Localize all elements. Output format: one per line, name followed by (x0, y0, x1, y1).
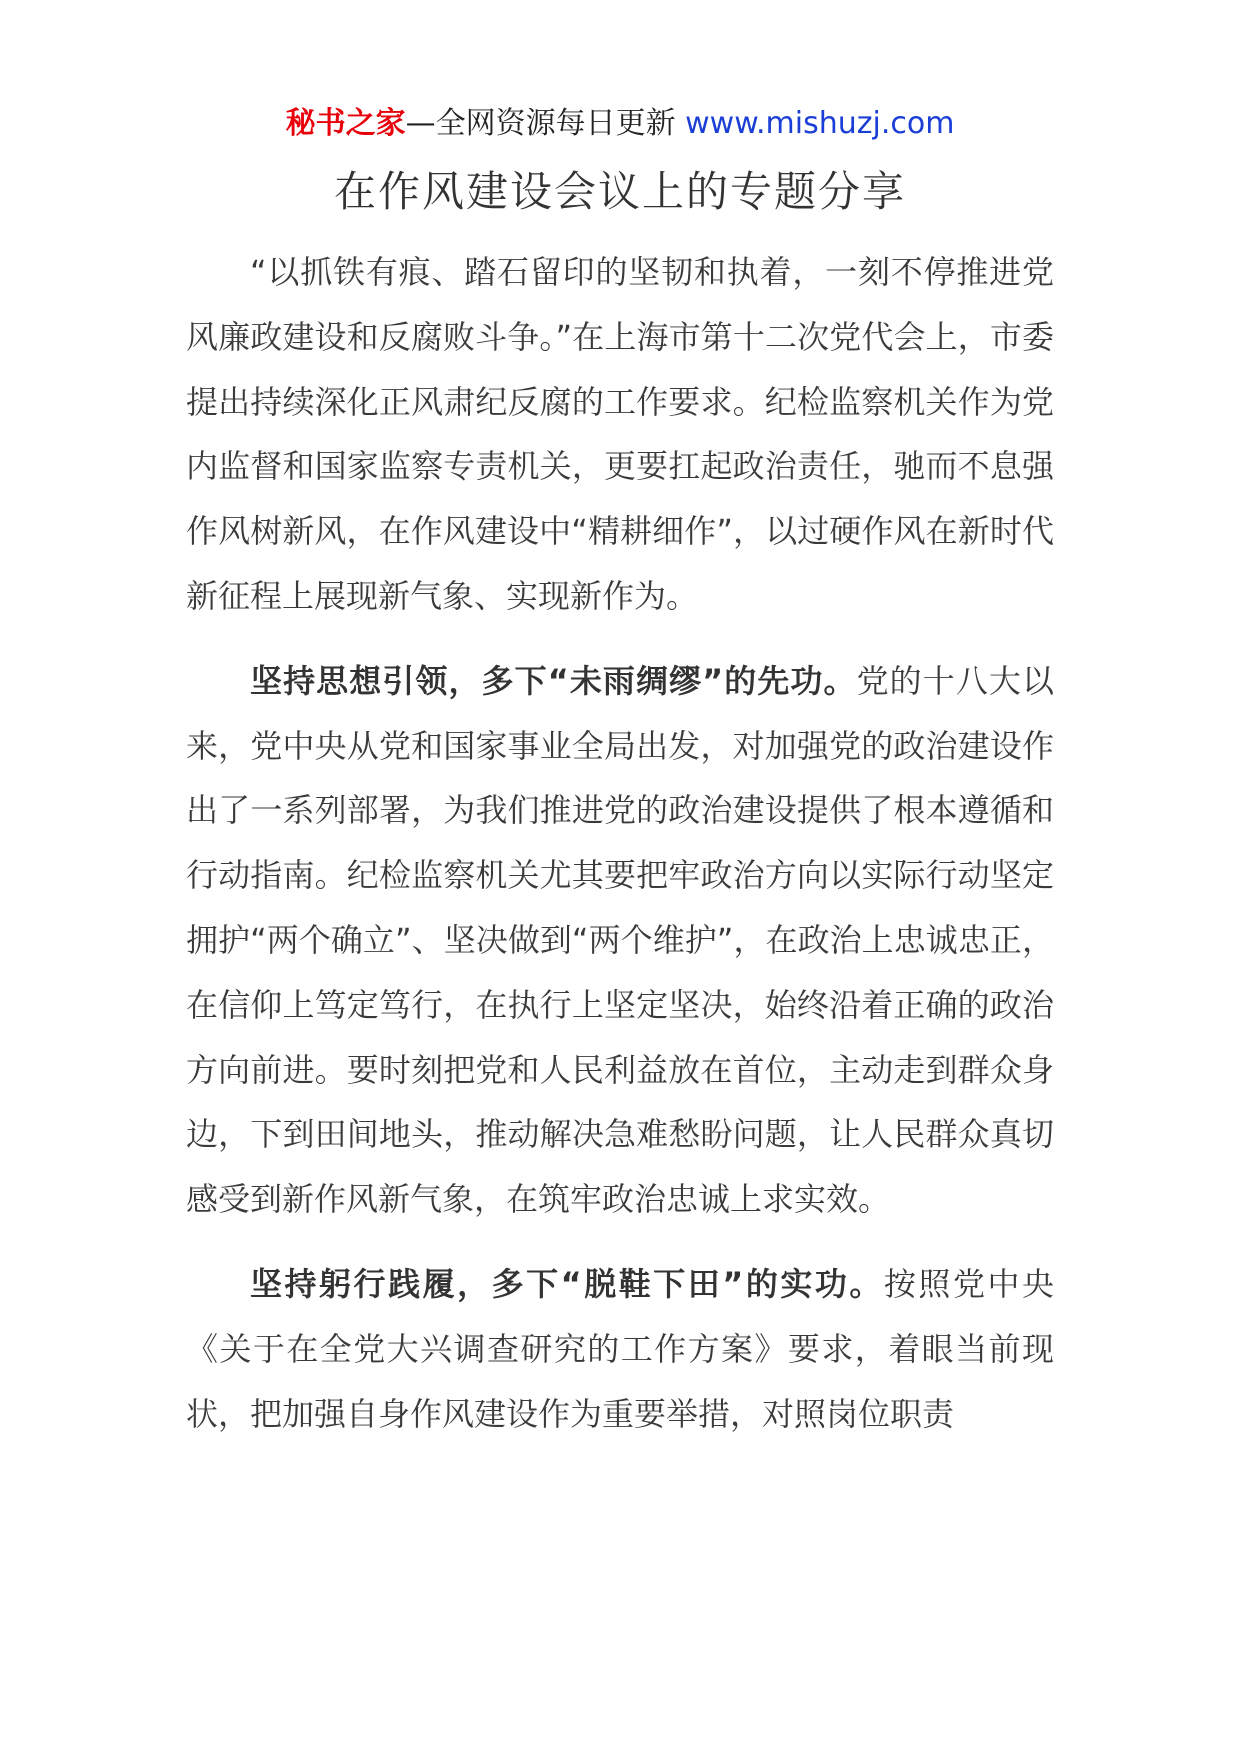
section-heading: 坚持躬行践履，多下“脱鞋下田”的实功。 (250, 1264, 884, 1303)
paragraph-text: 按照党中央《关于在全党大兴调查研究的工作方案》要求，着眼当前现状，把加强自身作风建设作为重要举措，对照岗位职责 (186, 1264, 1054, 1433)
brand-name: 秘书之家 (285, 106, 406, 141)
site-slogan: —全网资源每日更新 (405, 106, 686, 141)
document-title: 在作风建设会议上的专题分享 (333, 167, 906, 216)
paragraph-intro (186, 240, 1054, 629)
paragraph-section-thought (186, 649, 1054, 1232)
paragraph-text: “以抓铁有痕、踏石留印的坚韧和执着，一刻不停推进党风廉政建设和反腐败斗争。”在上海市第十二次党代会上，市委提出持续深化正风肃纪反腐的工作要求。纪检监察机关作为党内监督和国家监察专责机关，更要扛起政治责任，驰而不息强作风树新风，在作风建设中“精耕细作”，以过硬作风在新时代新征程上展现新气象、实现新作为。 (186, 253, 1054, 615)
section-heading: 坚持思想引领，多下“未雨绸缪”的先功。 (250, 661, 857, 700)
paragraph-section-practice (186, 1252, 1054, 1446)
document-body (186, 240, 1054, 1466)
site-url[interactable]: www.mishuzj.com (685, 106, 955, 141)
site-header (0, 100, 1240, 148)
paragraph-text: 党的十八大以来，党中央从党和国家事业全局出发，对加强党的政治建设作出了一系列部署，为我们推进党的政治建设提供了根本遵循和行动指南。纪检监察机关尤其要把牢政治方向以实际行动坚定拥护“两个确立”、坚决做到“两个维护”，在政治上忠诚忠正，在信仰上笃定笃行，在执行上坚定坚决，始终沿着正确的政治方向前进。要时刻把党和人民利益放在首位，主动走到群众身边，下到田间地头，推动解决急难愁盼问题，让人民群众真切感受到新作风新气象，在筑牢政治忠诚上求实效。 (186, 661, 1054, 1219)
